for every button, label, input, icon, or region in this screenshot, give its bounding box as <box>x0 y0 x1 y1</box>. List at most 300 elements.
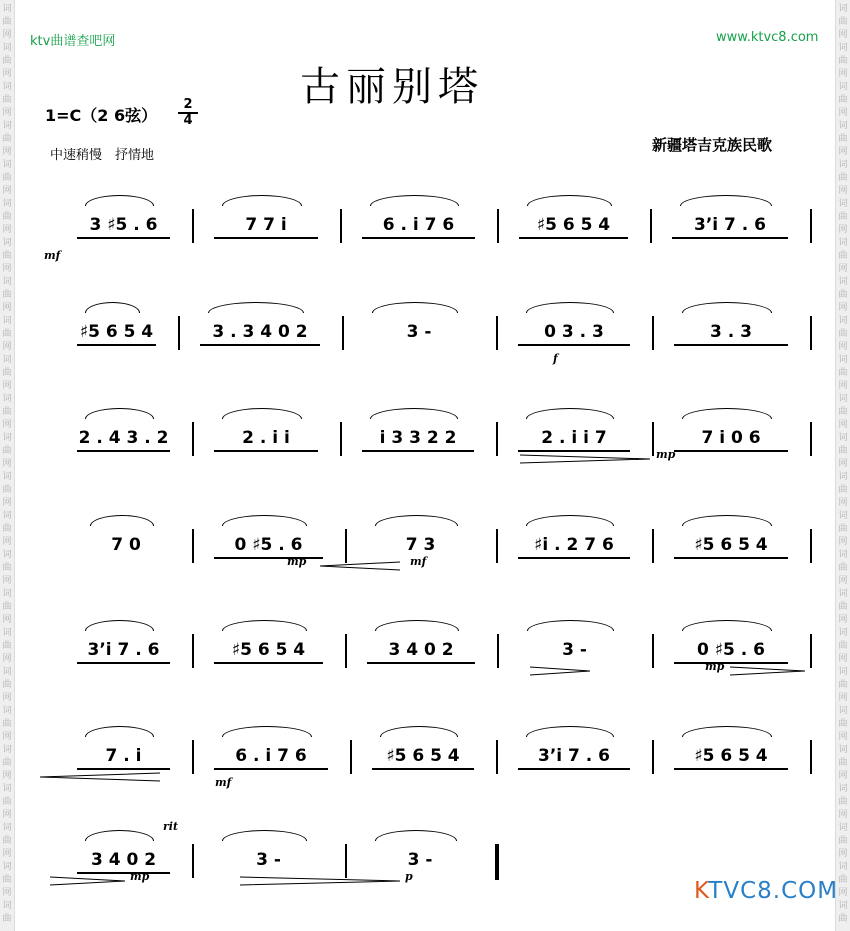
watermark-glyph: 网 <box>2 849 12 859</box>
watermark-glyph: 网 <box>838 264 848 274</box>
barline <box>496 740 498 774</box>
beam-line <box>214 768 328 770</box>
watermark-glyph: 曲 <box>838 485 848 495</box>
slur-mark <box>682 515 772 526</box>
beam-line <box>672 237 788 239</box>
barline <box>652 422 654 456</box>
watermark-glyph: 网 <box>838 771 848 781</box>
barline <box>810 422 812 456</box>
slur-mark <box>526 726 614 737</box>
watermark-glyph: 词 <box>838 745 848 755</box>
beam-line <box>77 872 170 874</box>
watermark-glyph: 词 <box>838 511 848 521</box>
barline <box>345 844 347 878</box>
watermark-glyph: 词 <box>838 43 848 53</box>
watermark-glyph: 词 <box>2 589 12 599</box>
barline <box>650 209 652 243</box>
measure-notes: 7 3 <box>405 535 436 555</box>
beam-line <box>77 662 170 664</box>
slur-mark <box>85 726 154 737</box>
measure-notes: 2 . i i <box>242 428 290 448</box>
watermark-glyph: 网 <box>838 810 848 820</box>
watermark-glyph: 网 <box>2 420 12 430</box>
watermark-glyph: 词 <box>838 628 848 638</box>
key-signature: 1=C（2 6弦） <box>45 106 158 125</box>
watermark-glyph: 网 <box>838 459 848 469</box>
slur-mark <box>222 726 312 737</box>
watermark-glyph: 曲 <box>2 134 12 144</box>
watermark-glyph: 曲 <box>838 758 848 768</box>
barline <box>192 740 194 774</box>
measure-notes: 3 4 0 2 <box>388 640 454 660</box>
slur-mark <box>682 726 772 737</box>
score-line <box>0 716 850 816</box>
measure-notes: 3 - <box>562 640 587 660</box>
slur-mark <box>682 302 772 313</box>
watermark-glyph: 曲 <box>2 758 12 768</box>
watermark-glyph: 网 <box>838 849 848 859</box>
watermark-glyph: 网 <box>838 654 848 664</box>
beam-line <box>519 237 628 239</box>
watermark-glyph: 网 <box>2 459 12 469</box>
barline <box>192 634 194 668</box>
beam-line <box>518 557 630 559</box>
watermark-glyph: 词 <box>838 82 848 92</box>
beam-line <box>674 557 788 559</box>
site-url-right: www.ktvc8.com <box>716 30 819 45</box>
slur-mark <box>370 408 458 419</box>
dynamic-mark: mf <box>410 555 427 568</box>
measure-notes: 3 . 3 <box>710 322 752 342</box>
dynamic-mark: mf <box>44 249 61 262</box>
watermark-glyph: 词 <box>838 784 848 794</box>
measure-notes: ♯5 6 5 4 <box>79 322 154 342</box>
barline <box>350 740 352 774</box>
watermark-glyph: 曲 <box>838 56 848 66</box>
watermark-glyph: 词 <box>2 238 12 248</box>
dynamic-mark: mp <box>656 448 676 461</box>
slur-mark <box>380 726 458 737</box>
watermark-glyph: 网 <box>838 186 848 196</box>
slur-mark <box>372 302 458 313</box>
beam-line <box>362 237 475 239</box>
slur-mark <box>90 515 154 526</box>
barline <box>652 529 654 563</box>
barline <box>652 634 654 668</box>
watermark-glyph: 词 <box>838 550 848 560</box>
watermark-glyph: 网 <box>2 69 12 79</box>
watermark-glyph: 网 <box>2 771 12 781</box>
ritardando-mark: rit <box>163 820 179 833</box>
watermark-glyph: 曲 <box>2 251 12 261</box>
barline <box>810 209 812 243</box>
watermark-glyph: 曲 <box>838 134 848 144</box>
watermark-glyph: 网 <box>2 264 12 274</box>
watermark-glyph: 曲 <box>2 290 12 300</box>
watermark-glyph: 网 <box>2 498 12 508</box>
watermark-glyph: 曲 <box>2 446 12 456</box>
watermark-glyph: 网 <box>2 147 12 157</box>
score-line <box>0 398 850 498</box>
barline <box>497 209 499 243</box>
measure-notes: 3’i 7 . 6 <box>694 215 766 235</box>
site-name-left: ktv曲谱查吧网 <box>30 34 116 49</box>
slur-mark <box>375 830 457 841</box>
decrescendo-hairpin <box>50 876 125 886</box>
barline <box>497 634 499 668</box>
watermark-glyph: 网 <box>838 498 848 508</box>
beam-line <box>518 344 630 346</box>
watermark-glyph: 网 <box>838 108 848 118</box>
slur-mark <box>222 830 307 841</box>
time-signature-top: 2 <box>178 98 198 114</box>
measure-notes: 2 . i i 7 <box>541 428 607 448</box>
watermark-glyph: 曲 <box>2 368 12 378</box>
measure-notes: 0 3 . 3 <box>544 322 604 342</box>
measure-notes: 0 ♯5 . 6 <box>697 640 765 660</box>
beam-line <box>674 662 788 664</box>
watermark-glyph: 网 <box>838 888 848 898</box>
measure-notes: 3’i 7 . 6 <box>538 746 610 766</box>
watermark-glyph: 曲 <box>838 368 848 378</box>
slur-mark <box>526 302 614 313</box>
watermark-glyph: 曲 <box>2 17 12 27</box>
decrescendo-hairpin <box>240 876 400 886</box>
barline <box>652 316 654 350</box>
measure-notes: 6 . i 7 6 <box>235 746 307 766</box>
watermark-glyph: 曲 <box>838 836 848 846</box>
measure-notes: 3’i 7 . 6 <box>87 640 160 660</box>
barline <box>342 316 344 350</box>
watermark-glyph: 曲 <box>2 329 12 339</box>
watermark-glyph: 词 <box>2 121 12 131</box>
watermark-glyph: 网 <box>2 693 12 703</box>
watermark-glyph: 网 <box>2 810 12 820</box>
score-line <box>0 820 850 920</box>
score-line <box>0 292 850 392</box>
measure-notes: 3 - <box>256 850 281 870</box>
slur-mark <box>527 620 614 631</box>
watermark-glyph: 网 <box>2 108 12 118</box>
watermark-glyph: 词 <box>838 589 848 599</box>
watermark-glyph: 曲 <box>2 680 12 690</box>
measure-notes: ♯5 6 5 4 <box>694 746 768 766</box>
beam-line <box>518 768 630 770</box>
barline <box>345 634 347 668</box>
watermark-glyph: 曲 <box>2 797 12 807</box>
watermark-glyph: 曲 <box>838 290 848 300</box>
watermark-glyph: 曲 <box>838 329 848 339</box>
barline <box>652 740 654 774</box>
decrescendo-hairpin <box>520 454 650 464</box>
watermark-glyph: 词 <box>838 706 848 716</box>
dynamic-mark: mp <box>705 660 725 673</box>
watermark-glyph: 曲 <box>838 797 848 807</box>
measure-notes: 6 . i 7 6 <box>382 215 455 235</box>
watermark-glyph: 词 <box>2 472 12 482</box>
decrescendo-hairpin <box>730 666 805 676</box>
watermark-glyph: 词 <box>2 823 12 833</box>
watermark-glyph: 曲 <box>2 95 12 105</box>
barline <box>496 422 498 456</box>
watermark-glyph: 词 <box>838 160 848 170</box>
watermark-glyph: 词 <box>2 550 12 560</box>
watermark-glyph: 网 <box>838 693 848 703</box>
score-line <box>0 610 850 710</box>
score-line <box>0 505 850 605</box>
watermark-glyph: 曲 <box>838 680 848 690</box>
watermark-glyph: 曲 <box>838 17 848 27</box>
dynamic-mark: mp <box>130 870 150 883</box>
measure-notes: 7 . i <box>105 746 142 766</box>
watermark-glyph: 词 <box>838 394 848 404</box>
beam-line <box>674 768 788 770</box>
watermark-glyph: 曲 <box>2 212 12 222</box>
watermark-glyph: 网 <box>838 342 848 352</box>
page-title: 古丽别塔 <box>300 64 484 110</box>
watermark-glyph: 网 <box>2 342 12 352</box>
watermark-glyph: 网 <box>838 147 848 157</box>
watermark-glyph: 词 <box>2 4 12 14</box>
watermark-glyph: 词 <box>838 433 848 443</box>
logo-letter: K <box>694 878 709 904</box>
barline <box>496 316 498 350</box>
measure-notes: ♯i . 2 7 6 <box>534 535 614 555</box>
barline <box>345 529 347 563</box>
watermark-glyph: 曲 <box>838 641 848 651</box>
watermark-glyph: 曲 <box>838 407 848 417</box>
watermark-glyph: 词 <box>2 667 12 677</box>
watermark-glyph: 网 <box>838 69 848 79</box>
watermark-glyph: 词 <box>2 355 12 365</box>
watermark-glyph: 网 <box>838 30 848 40</box>
slur-mark <box>680 195 772 206</box>
watermark-glyph: 词 <box>2 784 12 794</box>
watermark-glyph: 词 <box>2 160 12 170</box>
beam-line <box>214 662 323 664</box>
watermark-glyph: 词 <box>2 82 12 92</box>
watermark-glyph: 曲 <box>838 719 848 729</box>
slur-mark <box>375 515 458 526</box>
watermark-glyph: 词 <box>838 667 848 677</box>
slur-mark <box>85 620 154 631</box>
score-line <box>0 185 850 285</box>
watermark-glyph: 网 <box>2 381 12 391</box>
measure-notes: 2 . 4 3 . 2 <box>78 428 169 448</box>
measure-notes: 7 0 <box>111 535 141 555</box>
slur-mark <box>526 515 614 526</box>
slur-mark <box>85 195 154 206</box>
barline <box>192 422 194 456</box>
watermark-glyph: 词 <box>838 277 848 287</box>
slur-mark <box>222 195 302 206</box>
barline <box>810 740 812 774</box>
crescendo-hairpin <box>320 561 400 571</box>
watermark-glyph: 曲 <box>2 407 12 417</box>
barline <box>178 316 180 350</box>
watermark-glyph: 曲 <box>838 446 848 456</box>
measure-notes: 7 7 i <box>245 215 287 235</box>
measure-notes: 3 ♯5 . 6 <box>89 215 158 235</box>
watermark-glyph: 网 <box>2 537 12 547</box>
dynamic-mark: f <box>553 352 558 365</box>
watermark-glyph: 网 <box>2 732 12 742</box>
barline <box>810 634 812 668</box>
slur-mark <box>370 195 459 206</box>
beam-line <box>77 344 156 346</box>
watermark-glyph: 网 <box>2 303 12 313</box>
measure-notes: 3 - <box>407 850 433 870</box>
watermark-glyph: 曲 <box>838 563 848 573</box>
watermark-glyph: 曲 <box>838 251 848 261</box>
beam-line <box>214 237 318 239</box>
watermark-glyph: 词 <box>2 901 12 911</box>
watermark-glyph: 曲 <box>2 719 12 729</box>
logo-text: TVC8.COM <box>708 878 839 904</box>
beam-line <box>372 768 474 770</box>
watermark-glyph: 曲 <box>838 95 848 105</box>
slur-mark <box>85 830 154 841</box>
watermark-glyph: 曲 <box>2 914 12 924</box>
dynamic-mark: mp <box>287 555 307 568</box>
watermark-glyph: 曲 <box>2 524 12 534</box>
ktv-logo <box>694 878 838 904</box>
beam-line <box>214 450 318 452</box>
watermark-glyph: 网 <box>838 303 848 313</box>
watermark-glyph: 网 <box>838 732 848 742</box>
slur-mark <box>682 408 772 419</box>
measure-notes: i 3 3 2 2 <box>379 428 457 448</box>
watermark-glyph: 词 <box>2 628 12 638</box>
slur-mark <box>85 302 140 313</box>
measure-notes: ♯5 6 5 4 <box>694 535 768 555</box>
watermark-glyph: 网 <box>838 420 848 430</box>
time-signature-bottom: 4 <box>183 113 193 128</box>
slur-mark <box>85 408 154 419</box>
watermark-glyph: 词 <box>838 238 848 248</box>
watermark-glyph: 网 <box>2 654 12 664</box>
barline <box>810 316 812 350</box>
beam-line <box>362 450 474 452</box>
slur-mark <box>208 302 304 313</box>
slur-mark <box>222 515 307 526</box>
watermark-glyph: 网 <box>2 186 12 196</box>
watermark-glyph: 词 <box>2 433 12 443</box>
barline <box>340 422 342 456</box>
watermark-glyph: 曲 <box>838 602 848 612</box>
slur-mark <box>526 408 614 419</box>
watermark-glyph: 词 <box>2 745 12 755</box>
watermark-glyph: 曲 <box>2 485 12 495</box>
barline <box>810 529 812 563</box>
slur-mark <box>222 620 307 631</box>
watermark-glyph: 词 <box>838 355 848 365</box>
beam-line <box>200 344 320 346</box>
slur-mark <box>682 620 772 631</box>
watermark-glyph: 网 <box>2 888 12 898</box>
watermark-glyph: 网 <box>838 576 848 586</box>
watermark-glyph: 曲 <box>838 524 848 534</box>
measure-notes: ♯5 6 5 4 <box>231 640 306 660</box>
beam-line <box>674 450 788 452</box>
watermark-glyph: 网 <box>2 225 12 235</box>
measure-notes: 3 . 3 4 0 2 <box>212 322 308 342</box>
watermark-glyph: 词 <box>2 199 12 209</box>
watermark-glyph: 词 <box>2 394 12 404</box>
watermark-glyph: 网 <box>838 381 848 391</box>
watermark-glyph: 词 <box>838 4 848 14</box>
slur-mark <box>375 620 459 631</box>
watermark-glyph: 曲 <box>2 875 12 885</box>
beam-line <box>518 450 630 452</box>
watermark-glyph: 网 <box>838 225 848 235</box>
measure-notes: 7 i 0 6 <box>701 428 761 448</box>
measure-notes: ♯5 6 5 4 <box>386 746 460 766</box>
watermark-glyph: 词 <box>838 862 848 872</box>
time-signature <box>178 98 198 128</box>
decrescendo-hairpin <box>530 666 590 676</box>
beam-line <box>367 662 475 664</box>
watermark-glyph: 曲 <box>838 212 848 222</box>
barline <box>192 529 194 563</box>
watermark-glyph: 词 <box>838 199 848 209</box>
watermark-glyph: 网 <box>838 537 848 547</box>
watermark-glyph: 曲 <box>2 173 12 183</box>
tempo-marking: 中速稍慢 抒情地 <box>50 148 155 163</box>
watermark-glyph: 网 <box>2 30 12 40</box>
measure-notes: ♯5 6 5 4 <box>536 215 611 235</box>
watermark-glyph: 曲 <box>2 56 12 66</box>
slur-mark <box>222 408 302 419</box>
watermark-glyph: 曲 <box>2 602 12 612</box>
watermark-glyph: 网 <box>838 615 848 625</box>
watermark-glyph: 词 <box>838 121 848 131</box>
watermark-glyph: 曲 <box>838 173 848 183</box>
measure-notes: 3 4 0 2 <box>90 850 157 870</box>
dynamic-mark: p <box>405 870 413 883</box>
watermark-glyph: 词 <box>2 43 12 53</box>
watermark-glyph: 网 <box>2 615 12 625</box>
watermark-glyph: 词 <box>838 316 848 326</box>
beam-line <box>674 344 788 346</box>
watermark-glyph: 词 <box>838 901 848 911</box>
barline <box>192 844 194 878</box>
watermark-glyph: 词 <box>2 277 12 287</box>
beam-line <box>77 237 170 239</box>
dynamic-mark: mf <box>215 776 232 789</box>
watermark-glyph: 曲 <box>838 875 848 885</box>
watermark-glyph: 词 <box>838 823 848 833</box>
beam-line <box>77 768 170 770</box>
final-barline <box>495 844 499 880</box>
watermark-glyph: 曲 <box>2 641 12 651</box>
watermark-glyph: 词 <box>2 706 12 716</box>
barline <box>340 209 342 243</box>
measure-notes: 0 ♯5 . 6 <box>234 535 303 555</box>
watermark-glyph: 曲 <box>2 563 12 573</box>
beam-line <box>214 557 323 559</box>
watermark-glyph: 词 <box>2 511 12 521</box>
beam-line <box>77 450 170 452</box>
watermark-glyph: 词 <box>2 316 12 326</box>
watermark-glyph: 词 <box>838 472 848 482</box>
slur-mark <box>527 195 612 206</box>
song-source: 新疆塔吉克族民歌 <box>652 136 773 154</box>
watermark-glyph: 曲 <box>838 914 848 924</box>
watermark-glyph: 词 <box>2 862 12 872</box>
barline <box>496 529 498 563</box>
crescendo-hairpin <box>40 772 160 782</box>
